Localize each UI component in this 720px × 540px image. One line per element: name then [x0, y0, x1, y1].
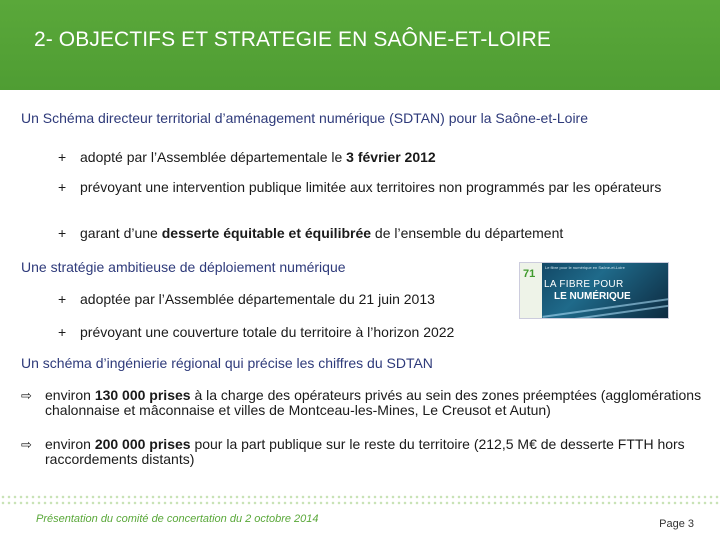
list-item-text: prévoyant une couverture totale du territoire à l’horizon 2022 — [80, 324, 455, 340]
title-banner — [0, 0, 720, 90]
dotted-divider — [0, 494, 720, 506]
department-logo-icon: 71 — [523, 268, 536, 280]
list-item-text: prévoyant une intervention publique limitée aux territoires non programmés par les opérateurs — [80, 179, 662, 195]
thumbnail-caption: Le fibre pour le numérique en Saône-et-Loire — [545, 265, 625, 270]
arrow-right-icon: ⇨ — [21, 437, 32, 452]
list-item-text: environ 200 000 prises pour la part publique sur le reste du territoire (212,5 M€ de desserte FTTH hors raccordements distants) — [45, 436, 685, 467]
plus-bullet-icon: + — [58, 179, 67, 195]
footer-caption: Présentation du comité de concertation du 2 octobre 2014 — [36, 513, 319, 525]
section-heading-strategy: Une stratégie ambitieuse de déploiement numérique — [21, 259, 346, 275]
list-item-text: adoptée par l’Assemblée départementale du 21 juin 2013 — [80, 291, 435, 307]
slide-title: 2- OBJECTIFS ET STRATEGIE EN SAÔNE-ET-LOIRE — [34, 28, 551, 51]
logo-panel — [520, 263, 542, 319]
plus-bullet-icon: + — [58, 324, 67, 340]
list-item-text: environ 130 000 prises à la charge des opérateurs privés au sein des zones préemptées (agglomérations chalonnaise et mâconnaise et villes de Montceau-les-Mines, Le Creusot et Autun) — [45, 387, 702, 418]
list-item-text: adopté par l’Assemblée départementale le 3 février 2012 — [80, 149, 436, 165]
plus-bullet-icon: + — [58, 291, 67, 307]
section-heading-engineering: Un schéma d’ingénierie régional qui précise les chiffres du SDTAN — [21, 355, 433, 371]
plus-bullet-icon: + — [58, 225, 67, 241]
arrow-right-icon: ⇨ — [21, 388, 32, 403]
thumbnail-title-line1: LA FIBRE POUR — [544, 279, 624, 290]
section-heading-sdtan: Un Schéma directeur territorial d’aménagement numérique (SDTAN) pour la Saône-et-Loire — [21, 110, 588, 126]
page-number: Page 3 — [659, 518, 694, 530]
plus-bullet-icon: + — [58, 149, 67, 165]
thumbnail-title-line2: LE NUMÉRIQUE — [554, 291, 631, 302]
list-item-text: garant d’une desserte équitable et équilibrée de l’ensemble du département — [80, 225, 564, 241]
brochure-thumbnail — [519, 262, 669, 319]
